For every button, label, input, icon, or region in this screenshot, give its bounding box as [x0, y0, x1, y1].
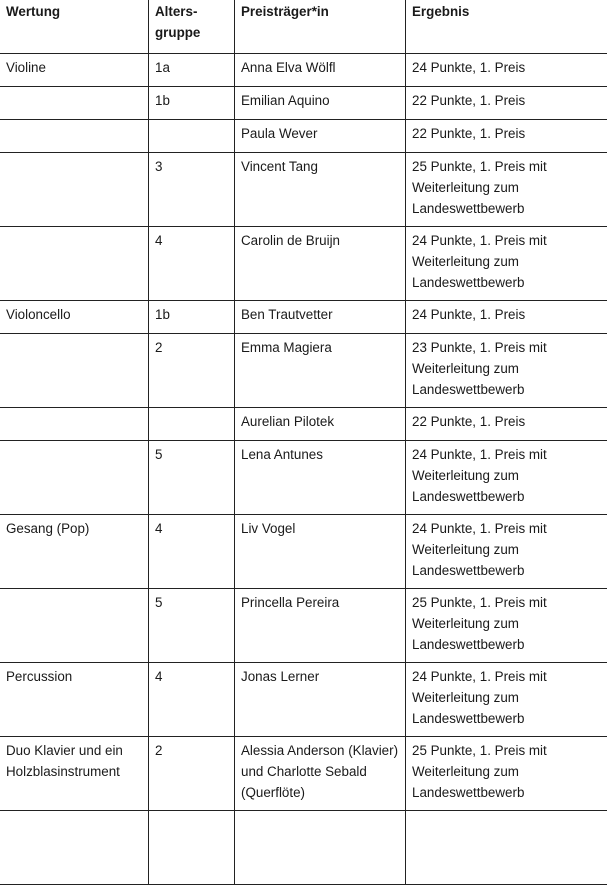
- header-result: Ergebnis: [406, 0, 607, 54]
- table-row: [0, 408, 607, 441]
- cell-result: 25 Punkte, 1. Preis mit Weiterleitung zum Landeswettbewerb: [406, 153, 607, 227]
- cell-age-group: 1b: [149, 301, 235, 334]
- cell-winner: Anna Elva Wölfl: [235, 54, 406, 87]
- cell-age-group: 5: [149, 441, 235, 515]
- cell-result: 22 Punkte, 1. Preis: [406, 408, 607, 441]
- cell-winner: Lena Antunes: [235, 441, 406, 515]
- cell-category: [0, 811, 149, 885]
- cell-winner: Paula Wever: [235, 120, 406, 153]
- table-row: [0, 589, 607, 663]
- table-row: [0, 811, 607, 885]
- cell-result: 24 Punkte, 1. Preis mit Weiterleitung zum Landeswettbewerb: [406, 663, 607, 737]
- header-age-group: Alters- gruppe: [149, 0, 235, 54]
- cell-result: 25 Punkte, 1. Preis mit Weiterleitung zum Landeswettbewerb: [406, 589, 607, 663]
- cell-category: [0, 589, 149, 663]
- table-row: [0, 87, 607, 120]
- cell-age-group: [149, 408, 235, 441]
- cell-winner: Aurelian Pilotek: [235, 408, 406, 441]
- cell-category: Duo Klavier und ein Holzblasinstrument: [0, 737, 149, 811]
- cell-winner: Ben Trautvetter: [235, 301, 406, 334]
- header-category: Wertung: [0, 0, 149, 54]
- cell-age-group: 4: [149, 227, 235, 301]
- cell-result: 24 Punkte, 1. Preis: [406, 301, 607, 334]
- cell-age-group: 4: [149, 515, 235, 589]
- cell-winner: Emilian Aquino: [235, 87, 406, 120]
- table-row: [0, 441, 607, 515]
- cell-winner: Princella Pereira: [235, 589, 406, 663]
- cell-result: 22 Punkte, 1. Preis: [406, 120, 607, 153]
- cell-category: [0, 120, 149, 153]
- cell-age-group: 4: [149, 663, 235, 737]
- cell-result: 24 Punkte, 1. Preis mit Weiterleitung zum Landeswettbewerb: [406, 227, 607, 301]
- cell-winner: Emma Magiera: [235, 334, 406, 408]
- cell-category: Violoncello: [0, 301, 149, 334]
- header-winner: Preisträger*in: [235, 0, 406, 54]
- cell-category: [0, 153, 149, 227]
- table-row: [0, 737, 607, 811]
- cell-result: 24 Punkte, 1. Preis mit Weiterleitung zum Landeswettbewerb: [406, 441, 607, 515]
- cell-result: 25 Punkte, 1. Preis mit Weiterleitung zum Landeswettbewerb: [406, 737, 607, 811]
- table-header-row: [0, 0, 607, 54]
- table-row: [0, 334, 607, 408]
- cell-winner: Carolin de Bruijn: [235, 227, 406, 301]
- cell-age-group: 2: [149, 737, 235, 811]
- table-row: [0, 301, 607, 334]
- table-row: [0, 663, 607, 737]
- cell-category: [0, 441, 149, 515]
- cell-winner: Jonas Lerner: [235, 663, 406, 737]
- cell-winner: [235, 811, 406, 885]
- cell-winner: Alessia Anderson (Klavier) und Charlotte Sebald (Querflöte): [235, 737, 406, 811]
- cell-result: 22 Punkte, 1. Preis: [406, 87, 607, 120]
- cell-age-group: [149, 811, 235, 885]
- cell-age-group: [149, 120, 235, 153]
- cell-category: [0, 227, 149, 301]
- cell-age-group: 1b: [149, 87, 235, 120]
- cell-category: Violine: [0, 54, 149, 87]
- table-row: [0, 515, 607, 589]
- cell-age-group: 1a: [149, 54, 235, 87]
- table-row: [0, 120, 607, 153]
- cell-age-group: 3: [149, 153, 235, 227]
- cell-category: [0, 334, 149, 408]
- cell-category: [0, 408, 149, 441]
- table-row: [0, 54, 607, 87]
- cell-result: 24 Punkte, 1. Preis mit Weiterleitung zum Landeswettbewerb: [406, 515, 607, 589]
- cell-age-group: 2: [149, 334, 235, 408]
- cell-result: 24 Punkte, 1. Preis: [406, 54, 607, 87]
- cell-result: 23 Punkte, 1. Preis mit Weiterleitung zum Landeswettbewerb: [406, 334, 607, 408]
- cell-category: Percussion: [0, 663, 149, 737]
- cell-category: Gesang (Pop): [0, 515, 149, 589]
- cell-winner: Liv Vogel: [235, 515, 406, 589]
- table-row: [0, 227, 607, 301]
- table-row: [0, 153, 607, 227]
- cell-result: [406, 811, 607, 885]
- cell-category: [0, 87, 149, 120]
- cell-age-group: 5: [149, 589, 235, 663]
- cell-winner: Vincent Tang: [235, 153, 406, 227]
